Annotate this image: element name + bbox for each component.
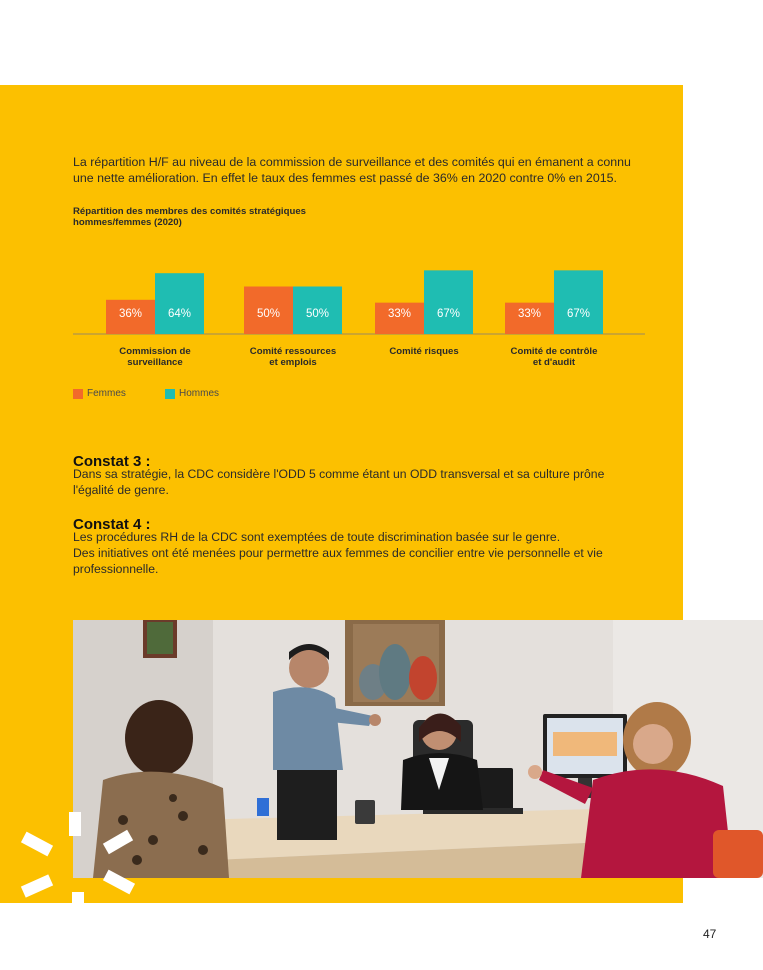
data-label-femmes-4: 33% <box>517 308 542 320</box>
chart-title <box>73 206 373 228</box>
data-label-femmes-3: 33% <box>387 308 412 320</box>
category-label-2-line-1: Comité ressources <box>249 346 337 357</box>
legend-label-hommes: Hommes <box>179 388 220 399</box>
category-label-3-line-1: Comité risques <box>389 346 459 357</box>
bar-chart <box>73 236 648 411</box>
bar-hommes-1 <box>155 273 204 334</box>
category-label-1-line-2: surveillance <box>127 357 183 368</box>
constat-4-line-1: Les procédures RH de la CDC sont exemptées de toute discrimination basée sur le genre. <box>73 530 561 544</box>
bar-hommes-3 <box>424 270 473 334</box>
constat-4-line-2: Des initiatives ont été menées pour permettre aux femmes de concilier entre vie personnelle et vie professionnelle. <box>73 546 603 576</box>
data-label-hommes-3: 67% <box>436 308 461 320</box>
legend-item-hommes <box>165 388 219 399</box>
data-label-hommes-2: 50% <box>305 308 330 320</box>
constat-4-title: Constat 4 : <box>73 516 151 533</box>
legend-swatch-hommes <box>165 389 175 399</box>
data-label-femmes-1: 36% <box>118 308 143 320</box>
intro-paragraph: La répartition H/F au niveau de la commission de surveillance et des comités qui en émanent a connu une nette amélioration. En effet le taux des femmes est passé de 36% en 2020 contre 0% en 2015. <box>73 155 631 185</box>
page-number: 47 <box>703 927 717 941</box>
decorative-dash-6 <box>72 892 84 908</box>
chart-title-line-1: Répartition des membres des comités stratégiques <box>73 206 306 217</box>
legend-swatch-femmes <box>73 389 83 399</box>
decorative-dash-1 <box>69 812 81 836</box>
legend-label-femmes: Femmes <box>87 388 126 399</box>
category-label-2-line-2: et emplois <box>269 357 317 368</box>
category-label-4-line-1: Comité de contrôle <box>510 346 598 357</box>
chart-title-line-2: hommes/femmes (2020) <box>73 217 182 228</box>
data-label-hommes-1: 64% <box>167 308 192 320</box>
legend-item-femmes <box>73 388 126 399</box>
office-meeting-photo <box>73 620 763 878</box>
constat-3-title: Constat 3 : <box>73 453 151 470</box>
data-label-femmes-2: 50% <box>256 308 281 320</box>
data-label-hommes-4: 67% <box>566 308 591 320</box>
bar-chart-svg <box>73 236 648 381</box>
office-meeting-illustration <box>73 620 763 878</box>
chart-legend <box>73 388 373 402</box>
category-label-1-line-1: Commission de <box>119 346 191 357</box>
constat-3-text: Dans sa stratégie, la CDC considère l'ODD 5 comme étant un ODD transversal et sa culture prône l'égalité de genre. <box>73 467 605 497</box>
bar-hommes-4 <box>554 270 603 334</box>
category-label-4-line-2: et d'audit <box>532 357 576 368</box>
